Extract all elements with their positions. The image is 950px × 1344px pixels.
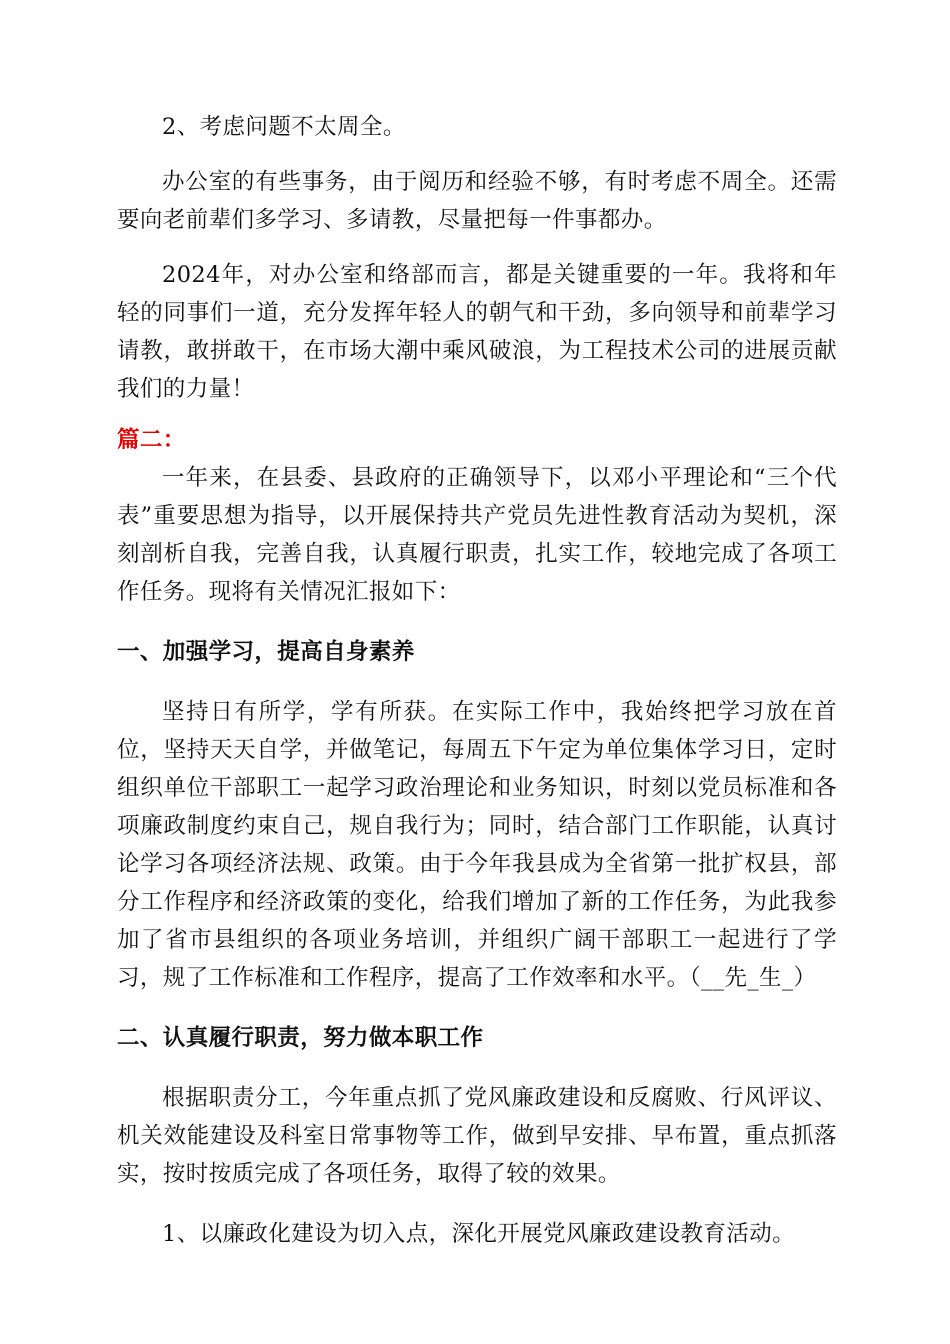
paragraph-office-affairs: 办公室的有些事务，由于阅历和经验不够，有时考虑不周全。还需要向老前辈们多学习、多请教，尽量把每一件事都办。 <box>117 169 837 233</box>
paragraph-year-outlook: 2024年，对办公室和络部而言，都是关键重要的一年。我将和年轻的同事们一道，充分发挥年轻人的朝气和干劲，多向领导和前辈学习请教，敢拼敢干，在市场大潮中乘风破浪，为工程技术公司的进展贡献我们的力量！ <box>117 262 837 402</box>
paragraph-intro: 一年来，在县委、县政府的正确领导下，以邓小平理论和“三个代表”重要思想为指导，以开展保持共产党员先进性教育活动为契机，深刻剖析自我，完善自我，认真履行职责，扎实工作，较地完成了各项工作任务。现将有关情况汇报如下： <box>117 465 837 605</box>
paragraph-learning: 坚持日有所学，学有所获。在实际工作中，我始终把学习放在首位，坚持天天自学，并做笔记，每周五下午定为单位集体学习日，定时组织单位干部职工一起学习政治理论和业务知识，时刻以党员标准和各项廉政制度约束自己，规自我行为；同时，结合部门工作职能，认真讨论学习各项经济法规、政策。由于今年我县成为全省第一批扩权县，部分工作程序和经济政策的变化，给我们增加了新的工作任务，为此我参加了省市县组织的各项业务培训，并组织广阔干部职工一起进行了学习，规了工作标准和工作程序，提高了工作效率和水平。（__先_生_） <box>117 699 837 991</box>
heading-fulfill-duties: 二、认真履行职责，努力做本职工作 <box>117 1025 484 1051</box>
paragraph-point-2: 2、考虑问题不太周全。 <box>162 114 406 140</box>
document-body <box>117 108 837 1253</box>
heading-strengthen-learning: 一、加强学习，提高自身素养 <box>117 639 415 665</box>
paragraph-point-1: 1、以廉政化建设为切入点，深化开展党风廉政建设教育活动。 <box>162 1221 796 1247</box>
section-heading-part-2: 篇二： <box>117 427 186 453</box>
paragraph-duties: 根据职责分工，今年重点抓了党风廉政建设和反腐败、行风评议、机关效能建设及科室日常事物等工作，做到早安排、早布置，重点抓落实，按时按质完成了各项任务，取得了较的效果。 <box>117 1085 837 1187</box>
